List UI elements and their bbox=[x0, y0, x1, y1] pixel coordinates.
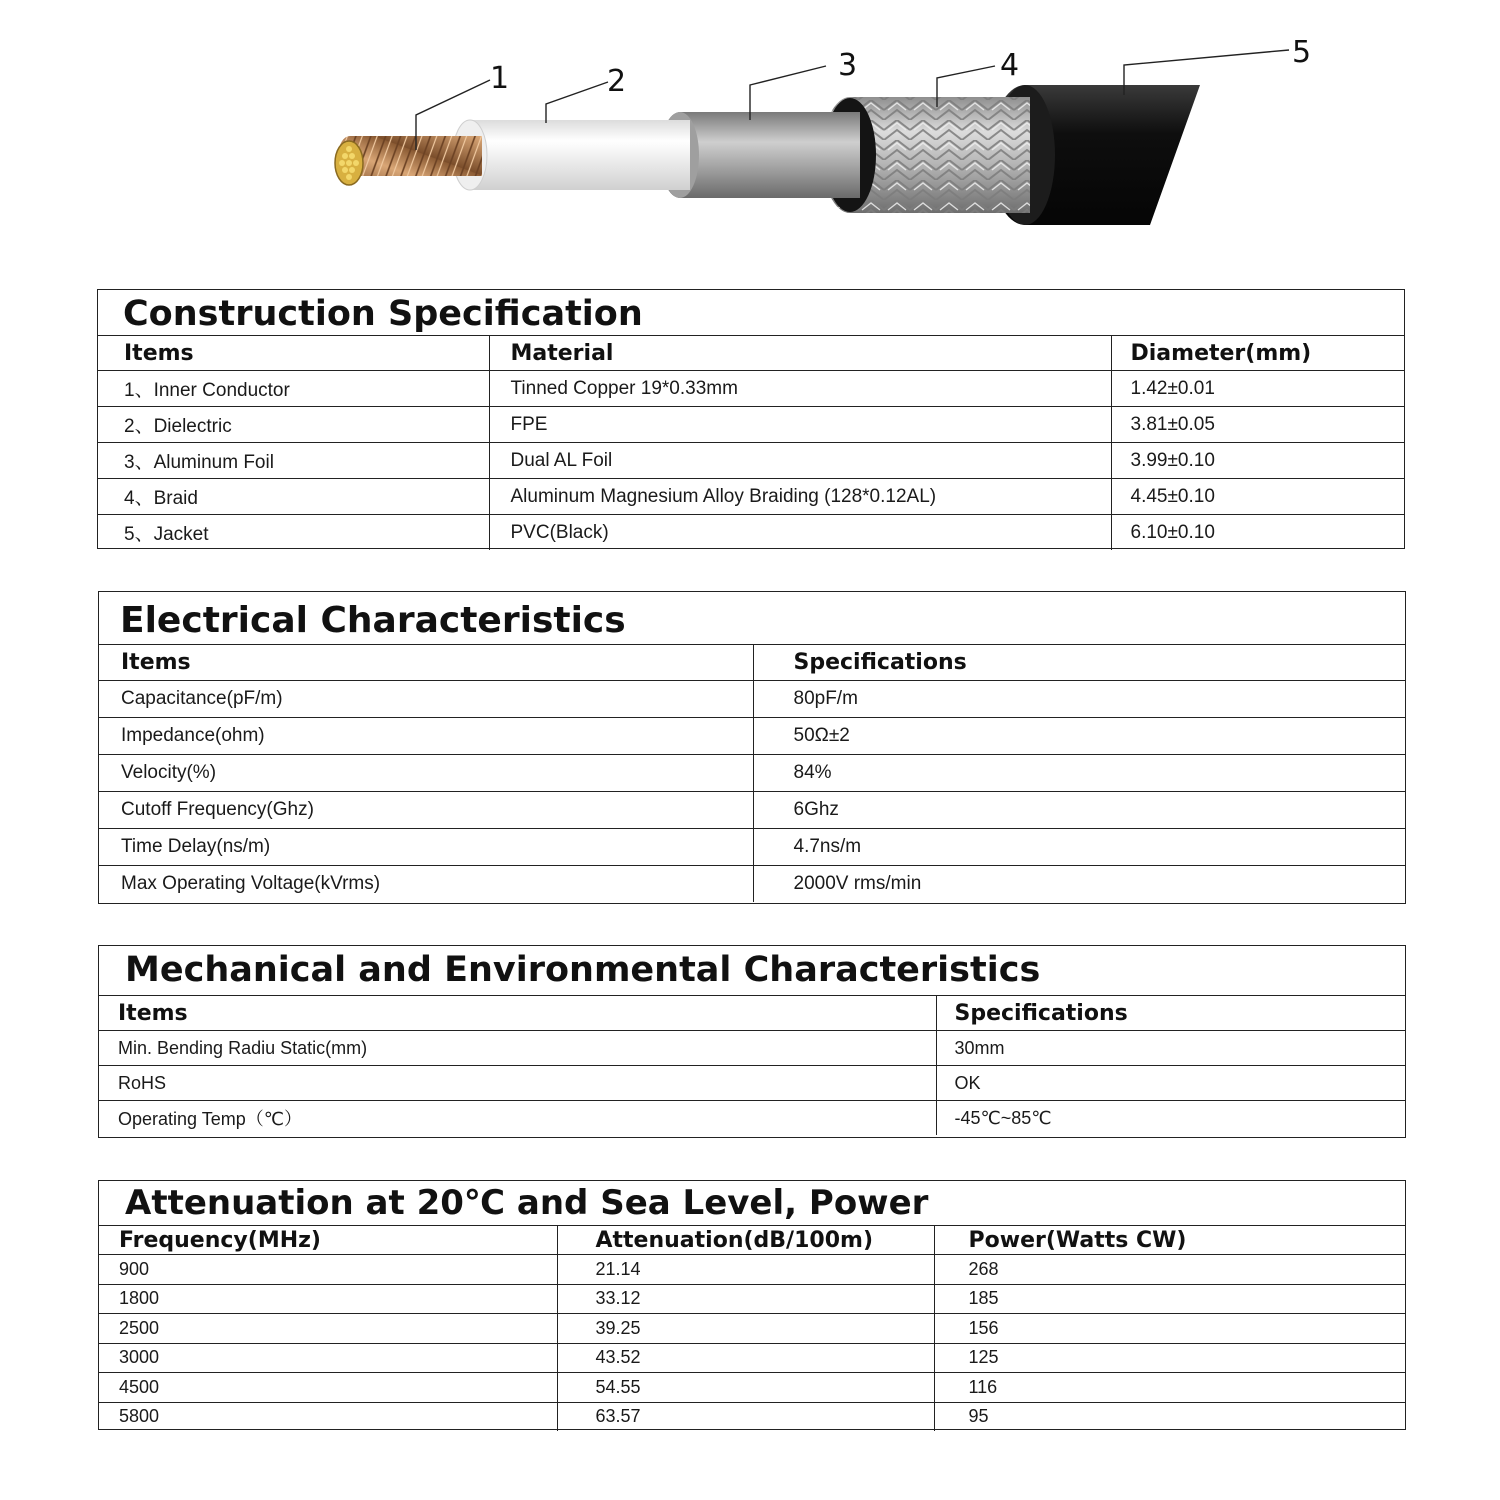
table-row bbox=[99, 1314, 1405, 1344]
callout-5: 5 bbox=[1292, 35, 1312, 70]
attenuation-header-power: Power(Watts CW) bbox=[934, 1226, 1405, 1255]
material-cell: Tinned Copper 19*0.33mm bbox=[489, 371, 1111, 407]
table-row bbox=[99, 1066, 1405, 1101]
diameter-cell: 3.99±0.10 bbox=[1111, 443, 1404, 479]
electrical-characteristics-table bbox=[98, 591, 1406, 904]
mechanical-header-items: Items bbox=[118, 1000, 188, 1026]
item-cell: 4、Braid bbox=[98, 479, 489, 515]
material-cell: Aluminum Magnesium Alloy Braiding (128*0.12AL) bbox=[489, 479, 1111, 515]
item-cell: Impedance(ohm) bbox=[99, 718, 753, 755]
attenuation-cell: 63.57 bbox=[557, 1402, 934, 1431]
electrical-header-items: Items bbox=[121, 650, 191, 675]
power-cell: 95 bbox=[934, 1402, 1405, 1431]
frequency-cell: 5800 bbox=[99, 1402, 557, 1431]
diameter-cell: 3.81±0.05 bbox=[1111, 407, 1404, 443]
item-cell: Cutoff Frequency(Ghz) bbox=[99, 792, 753, 829]
spec-cell: 80pF/m bbox=[753, 681, 1405, 718]
item-cell: Min. Bending Radiu Static(mm) bbox=[99, 1031, 936, 1066]
dielectric-layer bbox=[452, 120, 690, 190]
attenuation-cell: 21.14 bbox=[557, 1255, 934, 1285]
table-row bbox=[99, 866, 1405, 903]
item-cell: 1、Inner Conductor bbox=[98, 371, 489, 407]
table-row bbox=[99, 1373, 1405, 1403]
table-row bbox=[98, 515, 1404, 551]
attenuation-cell: 54.55 bbox=[557, 1373, 934, 1403]
table-row bbox=[99, 1284, 1405, 1314]
callout-1: 1 bbox=[490, 61, 510, 96]
spec-cell: 6Ghz bbox=[753, 792, 1405, 829]
item-cell: Capacitance(pF/m) bbox=[99, 681, 753, 718]
table-row bbox=[98, 407, 1404, 443]
power-cell: 156 bbox=[934, 1314, 1405, 1344]
item-cell: RoHS bbox=[99, 1066, 936, 1101]
table-row bbox=[99, 829, 1405, 866]
spec-cell: -45℃~85℃ bbox=[936, 1101, 1405, 1136]
electrical-title: Electrical Characteristics bbox=[99, 592, 1405, 645]
spec-cell: 4.7ns/m bbox=[753, 829, 1405, 866]
frequency-cell: 3000 bbox=[99, 1343, 557, 1373]
item-cell: Time Delay(ns/m) bbox=[99, 829, 753, 866]
construction-header-diameter: Diameter(mm) bbox=[1111, 336, 1404, 371]
callout-2: 2 bbox=[607, 64, 627, 99]
item-cell: 3、Aluminum Foil bbox=[98, 443, 489, 479]
spec-cell: 84% bbox=[753, 755, 1405, 792]
callout-3: 3 bbox=[838, 48, 858, 83]
table-row bbox=[99, 1402, 1405, 1431]
table-row bbox=[99, 681, 1405, 718]
attenuation-power-table bbox=[98, 1180, 1406, 1430]
cable-construction-diagram bbox=[0, 0, 1500, 270]
item-cell: Velocity(%) bbox=[99, 755, 753, 792]
material-cell: FPE bbox=[489, 407, 1111, 443]
spec-cell: 30mm bbox=[936, 1031, 1405, 1066]
frequency-cell: 1800 bbox=[99, 1284, 557, 1314]
diameter-cell: 4.45±0.10 bbox=[1111, 479, 1404, 515]
frequency-cell: 2500 bbox=[99, 1314, 557, 1344]
frequency-cell: 4500 bbox=[99, 1373, 557, 1403]
table-row bbox=[98, 371, 1404, 407]
power-cell: 116 bbox=[934, 1373, 1405, 1403]
table-row bbox=[99, 718, 1405, 755]
construction-header-material: Material bbox=[489, 336, 1111, 371]
frequency-cell: 900 bbox=[99, 1255, 557, 1285]
table-row bbox=[99, 1255, 1405, 1285]
attenuation-cell: 39.25 bbox=[557, 1314, 934, 1344]
construction-spec-table bbox=[97, 289, 1405, 549]
mechanical-environmental-table bbox=[98, 945, 1406, 1138]
table-row bbox=[99, 1101, 1405, 1136]
power-cell: 268 bbox=[934, 1255, 1405, 1285]
spec-cell: 2000V rms/min bbox=[753, 866, 1405, 903]
spec-cell: OK bbox=[936, 1066, 1405, 1101]
construction-title: Construction Specification bbox=[98, 290, 1404, 336]
aluminum-foil-layer bbox=[660, 112, 860, 198]
mechanical-title: Mechanical and Environmental Characteristics bbox=[99, 946, 1405, 996]
table-row bbox=[99, 1343, 1405, 1373]
attenuation-title: Attenuation at 20℃ and Sea Level, Power bbox=[99, 1181, 1405, 1226]
material-cell: PVC(Black) bbox=[489, 515, 1111, 551]
diameter-cell: 1.42±0.01 bbox=[1111, 371, 1404, 407]
table-row bbox=[99, 792, 1405, 829]
table-row bbox=[98, 479, 1404, 515]
table-row bbox=[99, 755, 1405, 792]
item-cell: Operating Temp（℃） bbox=[99, 1101, 936, 1136]
attenuation-header-attenuation: Attenuation(dB/100m) bbox=[557, 1226, 934, 1255]
material-cell: Dual AL Foil bbox=[489, 443, 1111, 479]
mechanical-header-specifications: Specifications bbox=[936, 996, 1405, 1031]
electrical-header-specifications: Specifications bbox=[753, 645, 1405, 681]
table-row bbox=[99, 1031, 1405, 1066]
table-row bbox=[98, 443, 1404, 479]
construction-header-items: Items bbox=[124, 340, 194, 366]
attenuation-cell: 43.52 bbox=[557, 1343, 934, 1373]
diameter-cell: 6.10±0.10 bbox=[1111, 515, 1404, 551]
item-cell: 2、Dielectric bbox=[98, 407, 489, 443]
item-cell: 5、Jacket bbox=[98, 515, 489, 551]
attenuation-header-frequency: Frequency(MHz) bbox=[119, 1227, 321, 1253]
callout-4: 4 bbox=[1000, 48, 1020, 83]
item-cell: Max Operating Voltage(kVrms) bbox=[99, 866, 753, 903]
spec-cell: 50Ω±2 bbox=[753, 718, 1405, 755]
power-cell: 125 bbox=[934, 1343, 1405, 1373]
attenuation-cell: 33.12 bbox=[557, 1284, 934, 1314]
power-cell: 185 bbox=[934, 1284, 1405, 1314]
